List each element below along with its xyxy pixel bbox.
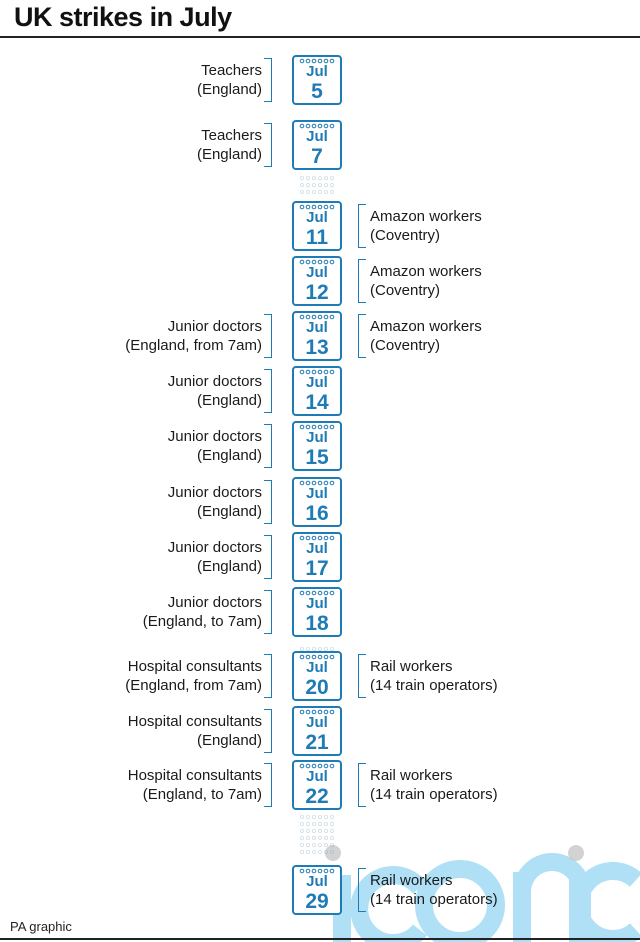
right-label: [370, 317, 610, 355]
calendar-day: [292, 587, 342, 637]
calendar-day-number: 7: [311, 145, 323, 168]
calendar-month: Jul: [306, 264, 328, 281]
ghost-calendar: [292, 174, 342, 198]
calendar-month: Jul: [306, 209, 328, 226]
calendar-day-number: 12: [305, 281, 329, 304]
label-line: (14 train operators): [370, 891, 498, 908]
calendar-day: [292, 311, 342, 361]
left-bracket: [264, 424, 272, 468]
label-line: (England): [196, 503, 262, 520]
calendar-day-number: 14: [305, 391, 329, 414]
left-bracket: [264, 123, 272, 167]
calendar-day-number: 11: [305, 226, 329, 249]
label-line: Hospital consultants: [127, 767, 262, 784]
right-bracket: [358, 763, 366, 807]
page-title: UK strikes in July: [14, 2, 232, 32]
right-bracket: [358, 259, 366, 303]
left-label: [22, 372, 262, 410]
calendar-day: [292, 532, 342, 582]
right-bracket: [358, 868, 366, 912]
label-line: Junior doctors: [167, 428, 262, 445]
label-line: Amazon workers: [370, 263, 482, 280]
calendar-day-number: 5: [311, 80, 323, 103]
right-label: [370, 871, 610, 909]
right-label: [370, 207, 610, 245]
label-line: Hospital consultants: [127, 658, 262, 675]
calendar-day: [292, 366, 342, 416]
label-line: Junior doctors: [167, 373, 262, 390]
right-label: [370, 262, 610, 300]
calendar-month: Jul: [306, 595, 328, 612]
label-line: (England): [196, 732, 262, 749]
left-bracket: [264, 314, 272, 358]
label-line: (Coventry): [370, 282, 441, 299]
calendar-month: Jul: [306, 374, 328, 391]
label-line: (England): [196, 392, 262, 409]
calendar-day: [292, 865, 342, 915]
calendar-month: Jul: [306, 319, 328, 336]
calendar-day-number: 21: [305, 731, 329, 754]
left-bracket: [264, 369, 272, 413]
calendar-day: [292, 477, 342, 527]
left-label: [22, 657, 262, 695]
left-label: [22, 317, 262, 355]
calendar-day: [292, 651, 342, 701]
label-line: Rail workers: [370, 767, 453, 784]
calendar-day: [292, 760, 342, 810]
left-label: [22, 766, 262, 804]
right-bracket: [358, 314, 366, 358]
calendar-day-number: 18: [305, 612, 329, 635]
label-line: Junior doctors: [167, 318, 262, 335]
calendar-month: Jul: [306, 63, 328, 80]
label-line: (England): [196, 447, 262, 464]
left-label: [22, 593, 262, 631]
calendar-month: Jul: [306, 873, 328, 890]
right-label: [370, 766, 610, 804]
label-line: (England, to 7am): [142, 613, 262, 630]
label-line: Teachers: [201, 127, 262, 144]
label-line: (Coventry): [370, 337, 441, 354]
left-bracket: [264, 58, 272, 102]
source-credit: PA graphic: [10, 919, 72, 934]
left-label: [22, 483, 262, 521]
label-line: Junior doctors: [167, 484, 262, 501]
label-line: (14 train operators): [370, 677, 498, 694]
calendar-month: Jul: [306, 485, 328, 502]
calendar-day: [292, 256, 342, 306]
right-bracket: [358, 204, 366, 248]
calendar-day: [292, 201, 342, 251]
left-label: [22, 712, 262, 750]
right-bracket: [358, 654, 366, 698]
calendar-day: [292, 706, 342, 756]
label-line: (England, from 7am): [125, 337, 262, 354]
left-label: [22, 427, 262, 465]
label-line: Rail workers: [370, 872, 453, 889]
label-line: (England): [196, 558, 262, 575]
left-label: [22, 61, 262, 99]
left-bracket: [264, 654, 272, 698]
left-bracket: [264, 480, 272, 524]
calendar-month: Jul: [306, 540, 328, 557]
left-label: [22, 126, 262, 164]
label-line: (England, to 7am): [142, 786, 262, 803]
calendar-day-number: 20: [305, 676, 329, 699]
calendar-day: [292, 120, 342, 170]
label-line: Rail workers: [370, 658, 453, 675]
calendar-day-number: 16: [305, 502, 329, 525]
calendar-month: Jul: [306, 768, 328, 785]
right-label: [370, 657, 610, 695]
title-divider: [0, 36, 640, 38]
label-line: (England): [196, 146, 262, 163]
label-line: Amazon workers: [370, 208, 482, 225]
label-line: Amazon workers: [370, 318, 482, 335]
calendar-day: [292, 421, 342, 471]
calendar-day-number: 17: [305, 557, 329, 580]
left-bracket: [264, 590, 272, 634]
calendar-month: Jul: [306, 429, 328, 446]
calendar-day-number: 22: [305, 785, 329, 808]
left-bracket: [264, 535, 272, 579]
ghost-calendar: [292, 813, 342, 861]
label-line: (14 train operators): [370, 786, 498, 803]
calendar-month: Jul: [306, 128, 328, 145]
left-label: [22, 538, 262, 576]
label-line: Teachers: [201, 62, 262, 79]
calendar-day-number: 29: [305, 890, 329, 913]
label-line: (Coventry): [370, 227, 441, 244]
label-line: (England, from 7am): [125, 677, 262, 694]
footer-divider: [0, 938, 640, 940]
left-bracket: [264, 709, 272, 753]
calendar-day-number: 15: [305, 446, 329, 469]
calendar-day-number: 13: [305, 336, 329, 359]
calendar-day: [292, 55, 342, 105]
label-line: Junior doctors: [167, 539, 262, 556]
left-bracket: [264, 763, 272, 807]
label-line: Hospital consultants: [127, 713, 262, 730]
label-line: (England): [196, 81, 262, 98]
calendar-month: Jul: [306, 659, 328, 676]
label-line: Junior doctors: [167, 594, 262, 611]
calendar-month: Jul: [306, 714, 328, 731]
